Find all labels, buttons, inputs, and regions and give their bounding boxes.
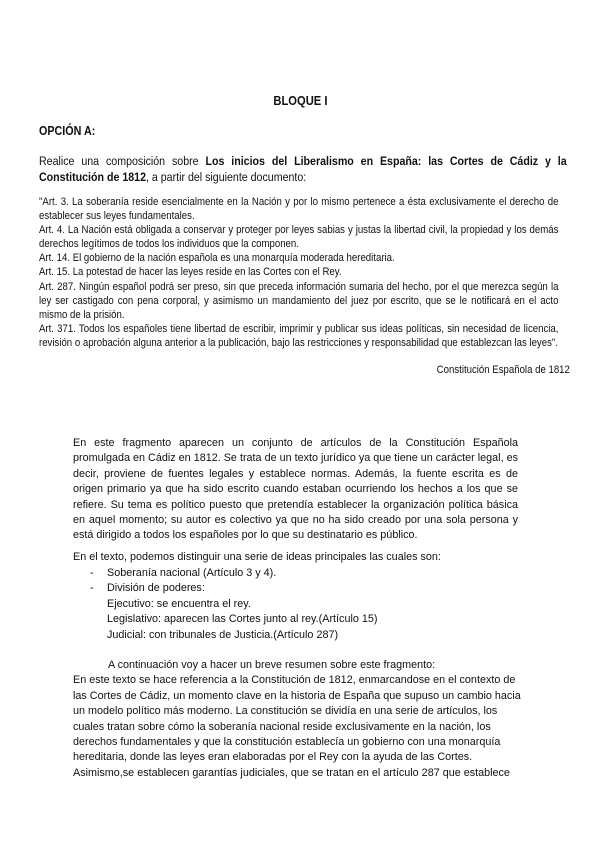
task-topic: Los inicios del Liberalismo en España: las Cortes de Cádiz y la Constitución de 1812 (39, 154, 567, 184)
list-item-text: Soberanía nacional (Artículo 3 y 4). (107, 567, 277, 579)
task-tail: , a partir del siguiente documento: (145, 170, 307, 184)
list-item (90, 566, 377, 581)
power-legislative: Legislativo: aparecen las Cortes junto al rey.(Artículo 15) (107, 613, 378, 626)
article-371: Art. 371. Todos los españoles tiene libertad de escribir, imprimir y publicar sus ideas políticas, sin necesidad de licencia, revisión o aprobación alguna anterior a la publicación, bajo las restricciones y responsabilidad que establezcan las leyes". (39, 322, 559, 349)
article-287: Art. 287. Ningún español podrá ser preso, sin que preceda información sumaria del hecho, por el que merezca según la ley ser castigado con pena corporal, y asimismo un mandamiento del juez por escrito, que se le notificará en el acto mismo de la prisión. (39, 280, 559, 321)
block-heading (0, 93, 600, 108)
article-14: Art. 14. El gobierno de la nación española es una monarquía moderada hereditaria. (39, 252, 395, 265)
task-lead: Realice una composición sobre (39, 154, 206, 168)
list-bullet: - (90, 582, 94, 595)
article-4: Art. 4. La Nación está obligada a conservar y proteger por leyes sabias y justas la libertad civil, la propiedad y los demás derechos legítimos de todos los individuos que la componen. (39, 224, 559, 251)
option-heading: OPCIÓN A: (39, 124, 96, 138)
answer-paragraph-ideas: En el texto, podemos distinguir una serie de ideas principales las cuales son: (73, 551, 441, 563)
list-bullet: - (90, 567, 94, 579)
list-item (90, 581, 377, 596)
summary-intro: A continuación voy a hacer un breve resumen sobre este fragmento: (108, 659, 436, 671)
main-ideas-list (90, 566, 377, 643)
article-3: "Art. 3. La soberanía reside esencialmente en la Nación y por lo mismo pertenece a ésta exclusivamente el derecho de establecer sus leyes fundamentales. (39, 196, 559, 223)
document-source: Constitución Española de 1812 (436, 364, 570, 376)
article-15: Art. 15. La potestad de hacer las leyes reside en las Cortes con el Rey. (39, 266, 342, 279)
answer-paragraph-intro: En este fragmento aparecen un conjunto de artículos de la Constitución Española promulgada en Cádiz en 1812. Se trata de un texto jurídico ya que tiene un carácter legal, es decir, proviene de fuentes legales y establece normas. Además, la fuente escrita es de origen primario ya que ha sido escrito cuando estaban ocurriendo los hechos a los que se refiere. Su tema es político puesto que pretendía establecer la organización política básica en aquel momento; su autor es colectivo ya que no ha sido creado por una sola persona y está dirigido a todos los españoles por lo que su destinatario es público. (73, 437, 518, 542)
list-item-text: División de poderes: (107, 582, 205, 595)
power-judicial: Judicial: con tribunales de Justicia.(Artículo 287) (107, 628, 339, 641)
source-document (39, 195, 558, 350)
summary-text: En este texto se hace referencia a la Constitución de 1812, enmarcandose en el contexto de las Cortes de Cádiz, un momento clave en la historia de España que supuso un cambio hacia un modelo político más moderno. La constitución se dividía en una serie de artículos, los cuales tratan sobre cómo la soberanía nacional reside exclusivamente en la nación, los derechos fundamentales y que la constitución establecía un gobierno con una monarquía hereditaria, donde las leyes eran elaboradas por el Rey con la ayuda de las Cortes. Asimismo,se establecen garantías judiciales, que se tratan en el artículo 287 que establece (73, 674, 521, 779)
block-heading-text: BLOQUE I (272, 93, 328, 108)
task-statement (39, 153, 567, 185)
answer-summary (73, 658, 528, 781)
power-executive: Ejecutivo: se encuentra el rey. (107, 597, 251, 610)
